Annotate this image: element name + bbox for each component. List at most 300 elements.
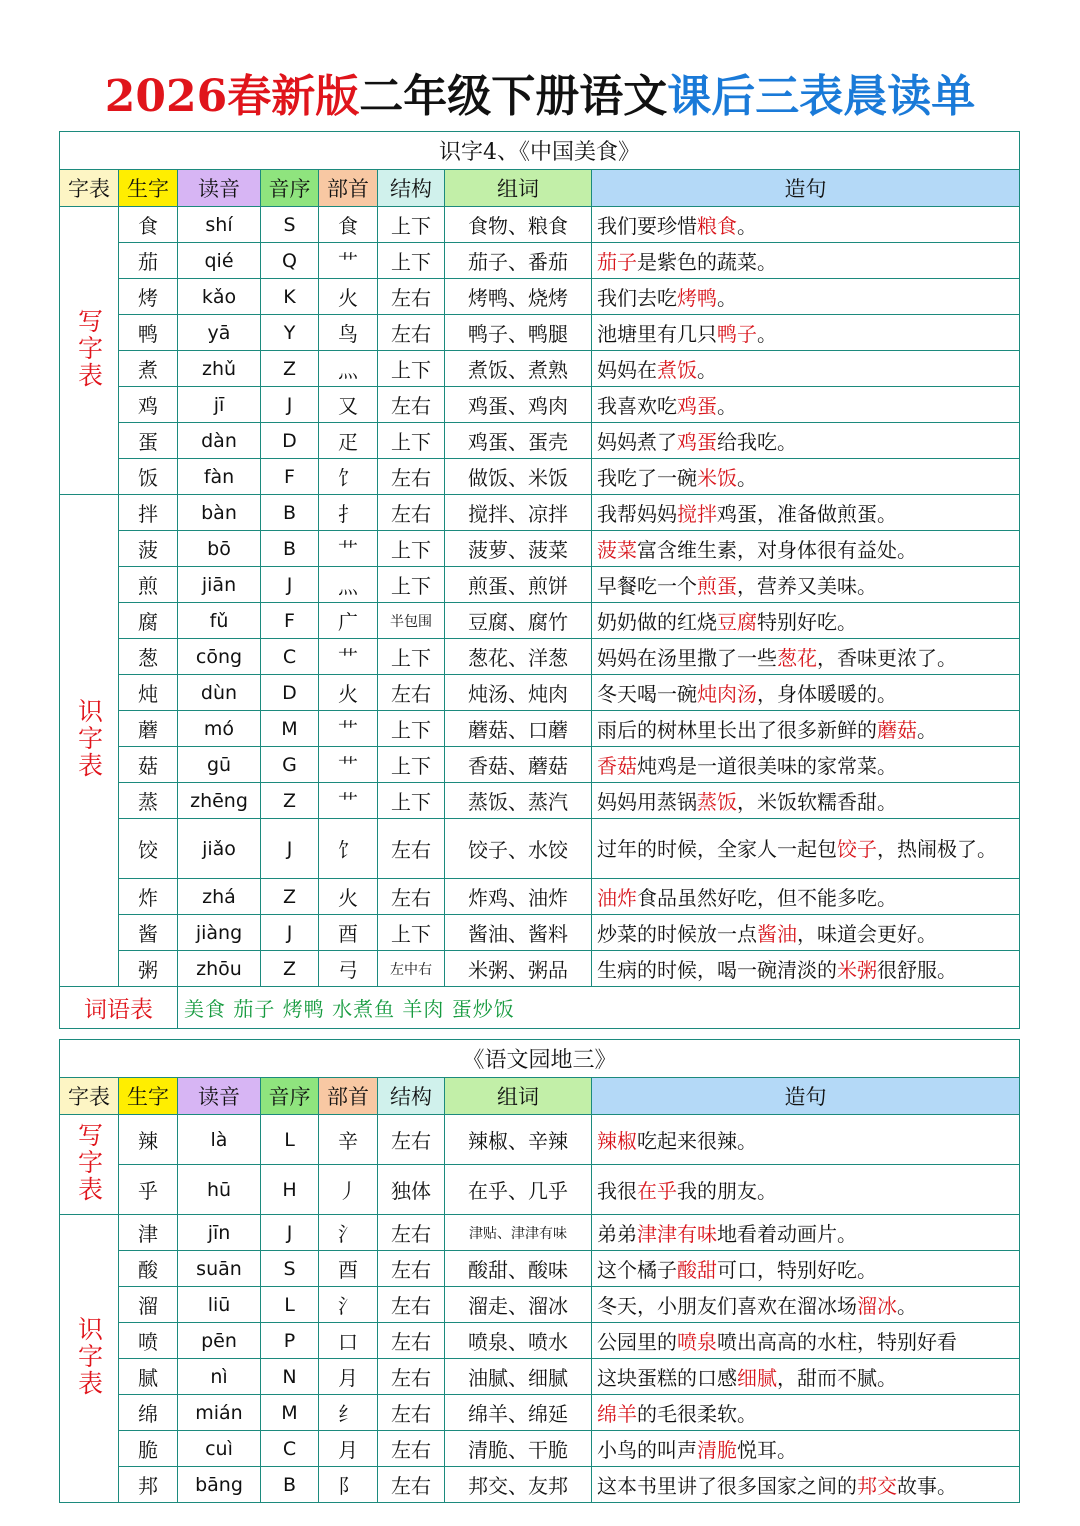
table-row — [60, 459, 1020, 495]
sentence-text: 妈妈在 — [597, 358, 657, 382]
words-cell: 豆腐、腐竹 — [445, 603, 592, 639]
sentence-text: 这块蛋糕的口感 — [597, 1366, 737, 1390]
pinyin-cell: jiàng — [178, 915, 261, 951]
structure-cell: 上下 — [378, 531, 445, 567]
radical-cell: 食 — [319, 207, 378, 243]
pinyin-cell: zhá — [178, 879, 261, 915]
structure-cell: 独体 — [378, 1165, 445, 1215]
sentence-highlight: 香菇 — [597, 754, 637, 778]
char-cell: 拌 — [119, 495, 178, 531]
header-row — [60, 1078, 1020, 1115]
sentence-cell — [592, 387, 1020, 423]
sentence-highlight: 米饭 — [697, 466, 737, 490]
radical-cell: 纟 — [319, 1395, 378, 1431]
sentence-cell — [592, 279, 1020, 315]
radical-cell: 艹 — [319, 639, 378, 675]
pinyin-cell: dùn — [178, 675, 261, 711]
sentence-text: 的毛很柔软。 — [637, 1402, 757, 1426]
pinyin-cell: shí — [178, 207, 261, 243]
table-row — [60, 1431, 1020, 1467]
char-cell: 炖 — [119, 675, 178, 711]
table-caption: 《语文园地三》 — [60, 1040, 1020, 1078]
radical-cell: 阝 — [319, 1467, 378, 1503]
sentence-highlight: 津津有味 — [637, 1222, 717, 1246]
sentence-cell — [592, 819, 1020, 879]
letter-cell: Z — [261, 783, 319, 819]
sentence-text: 喷出高高的水柱，特别好看 — [717, 1330, 957, 1354]
structure-cell: 左右 — [378, 1287, 445, 1323]
structure-cell: 上下 — [378, 783, 445, 819]
char-cell: 煮 — [119, 351, 178, 387]
pinyin-cell: pēn — [178, 1323, 261, 1359]
sentence-text: 妈妈煮了 — [597, 430, 677, 454]
sentence-text: 小鸟的叫声 — [597, 1438, 697, 1462]
sentence-text: 这本书里讲了很多国家之间的 — [597, 1474, 857, 1498]
structure-cell: 左右 — [378, 879, 445, 915]
table-caption-row — [60, 1040, 1020, 1078]
char-cell: 脆 — [119, 1431, 178, 1467]
recognize-group-body — [60, 495, 1020, 987]
radical-cell: 饣 — [319, 819, 378, 879]
char-cell: 溜 — [119, 1287, 178, 1323]
sentence-text: 。 — [737, 466, 757, 490]
table-row — [60, 1323, 1020, 1359]
pinyin-cell: kǎo — [178, 279, 261, 315]
words-cell: 米粥、粥品 — [445, 951, 592, 987]
title-part-red: 2026春新版 — [104, 71, 360, 122]
sentence-highlight: 蘑菇 — [877, 718, 917, 742]
words-cell: 菠萝、菠菜 — [445, 531, 592, 567]
letter-cell: Y — [261, 315, 319, 351]
write-group-body — [60, 207, 1020, 495]
table-caption-row — [60, 132, 1020, 170]
sentence-cell — [592, 675, 1020, 711]
sentence-text: 我的朋友。 — [677, 1179, 777, 1203]
letter-cell: P — [261, 1323, 319, 1359]
radical-cell: 口 — [319, 1323, 378, 1359]
header-bushou: 部首 — [319, 170, 378, 207]
words-cell: 溜走、溜冰 — [445, 1287, 592, 1323]
sentence-highlight: 酱油 — [757, 922, 797, 946]
sentence-highlight: 在乎 — [637, 1179, 677, 1203]
pinyin-cell: suān — [178, 1251, 261, 1287]
radical-cell: 酉 — [319, 915, 378, 951]
table-row — [60, 675, 1020, 711]
structure-cell: 左右 — [378, 495, 445, 531]
sentence-text: 我帮妈妈 — [597, 502, 677, 526]
sentence-text: 冬天，小朋友们喜欢在溜冰场 — [597, 1294, 857, 1318]
sentence-text: 早餐吃一个 — [597, 574, 697, 598]
pinyin-cell: zhōu — [178, 951, 261, 987]
sentence-text: 。 — [757, 322, 777, 346]
sentence-text: 妈妈在汤里撒了一些 — [597, 646, 777, 670]
words-cell: 煎蛋、煎饼 — [445, 567, 592, 603]
radical-cell: 月 — [319, 1431, 378, 1467]
char-cell: 喷 — [119, 1323, 178, 1359]
sentence-text: 我们去吃 — [597, 286, 677, 310]
char-cell: 辣 — [119, 1115, 178, 1165]
sentence-cell — [592, 783, 1020, 819]
sentence-highlight: 辣椒 — [597, 1129, 637, 1153]
words-cell: 津贴、津津有味 — [445, 1215, 592, 1251]
letter-cell: Z — [261, 351, 319, 387]
pinyin-cell: bàn — [178, 495, 261, 531]
sentence-cell — [592, 351, 1020, 387]
structure-cell: 左右 — [378, 1115, 445, 1165]
structure-cell: 左右 — [378, 1359, 445, 1395]
structure-cell: 上下 — [378, 567, 445, 603]
radical-cell: 艹 — [319, 711, 378, 747]
table-row — [60, 603, 1020, 639]
letter-cell: L — [261, 1287, 319, 1323]
sentence-text: 我吃了一碗 — [597, 466, 697, 490]
structure-cell: 上下 — [378, 747, 445, 783]
letter-cell: B — [261, 1467, 319, 1503]
radical-cell: 辛 — [319, 1115, 378, 1165]
sentence-text: 炖鸡是一道很美味的家常菜。 — [637, 754, 897, 778]
sentence-text: 富含维生素，对身体很有益处。 — [637, 538, 917, 562]
sentence-highlight: 饺子 — [837, 836, 877, 861]
letter-cell: D — [261, 675, 319, 711]
sentence-cell — [592, 951, 1020, 987]
table-caption: 识字4、《中国美食》 — [60, 132, 1020, 170]
sentence-text: 食品虽然好吃，但不能多吃。 — [637, 886, 897, 910]
sentence-cell — [592, 1467, 1020, 1503]
words-cell: 饺子、水饺 — [445, 819, 592, 879]
structure-cell: 左右 — [378, 1215, 445, 1251]
sentence-highlight: 粮食 — [697, 214, 737, 238]
sentence-text: ，身体暖暖的。 — [757, 682, 897, 706]
table-row — [60, 567, 1020, 603]
radical-cell: 艹 — [319, 243, 378, 279]
words-cell: 清脆、干脆 — [445, 1431, 592, 1467]
sentence-text: 我很 — [597, 1179, 637, 1203]
sentence-cell — [592, 207, 1020, 243]
table-row — [60, 639, 1020, 675]
letter-cell: S — [261, 207, 319, 243]
pinyin-cell: là — [178, 1115, 261, 1165]
group-label: 写字表 — [74, 307, 104, 389]
group-label-cell — [60, 1115, 119, 1215]
header-jiegou: 结构 — [378, 170, 445, 207]
sentence-text: ，味道会更好。 — [797, 922, 937, 946]
header-zaoju: 造句 — [592, 1078, 1020, 1115]
letter-cell: M — [261, 1395, 319, 1431]
radical-cell: 火 — [319, 279, 378, 315]
table-row — [60, 783, 1020, 819]
radical-cell: 广 — [319, 603, 378, 639]
words-cell: 蒸饭、蒸汽 — [445, 783, 592, 819]
char-cell: 饭 — [119, 459, 178, 495]
sentence-text: 很舒服。 — [877, 958, 957, 982]
pinyin-cell: dàn — [178, 423, 261, 459]
group-label: 识字表 — [74, 1315, 104, 1397]
sentence-text: 鸡蛋，准备做煎蛋。 — [717, 502, 897, 526]
sentence-highlight: 邦交 — [857, 1474, 897, 1498]
sentence-text: 弟弟 — [597, 1222, 637, 1246]
header-zuci: 组词 — [445, 170, 592, 207]
title-part-black: 二年级下册语文 — [359, 71, 668, 122]
structure-cell: 左右 — [378, 459, 445, 495]
sentence-highlight: 搅拌 — [677, 502, 717, 526]
sentence-text: 我们要珍惜 — [597, 214, 697, 238]
sentence-highlight: 油炸 — [597, 886, 637, 910]
char-cell: 酱 — [119, 915, 178, 951]
words-cell: 油腻、细腻 — [445, 1359, 592, 1395]
structure-cell: 左右 — [378, 279, 445, 315]
table-row — [60, 1467, 1020, 1503]
header-bushou: 部首 — [319, 1078, 378, 1115]
words-cell: 葱花、洋葱 — [445, 639, 592, 675]
structure-cell: 上下 — [378, 915, 445, 951]
structure-cell: 上下 — [378, 423, 445, 459]
words-cell: 喷泉、喷水 — [445, 1323, 592, 1359]
sentence-text: ，营养又美味。 — [737, 574, 877, 598]
radical-cell: 火 — [319, 675, 378, 711]
letter-cell: Q — [261, 243, 319, 279]
char-cell: 食 — [119, 207, 178, 243]
sentence-cell — [592, 495, 1020, 531]
radical-cell: 扌 — [319, 495, 378, 531]
table-row — [60, 1395, 1020, 1431]
table-row — [60, 1165, 1020, 1215]
char-cell: 蒸 — [119, 783, 178, 819]
pinyin-cell: yā — [178, 315, 261, 351]
pinyin-cell: jī — [178, 387, 261, 423]
sentence-highlight: 鸭子 — [717, 322, 757, 346]
pinyin-cell: zhēng — [178, 783, 261, 819]
sentence-cell — [592, 747, 1020, 783]
words-cell: 酸甜、酸味 — [445, 1251, 592, 1287]
radical-cell: 月 — [319, 1359, 378, 1395]
structure-cell: 上下 — [378, 207, 445, 243]
table-row — [60, 531, 1020, 567]
words-cell: 烤鸭、烧烤 — [445, 279, 592, 315]
words-cell: 鸡蛋、鸡肉 — [445, 387, 592, 423]
group-label-cell — [60, 1215, 119, 1503]
table-row — [60, 711, 1020, 747]
sentence-cell — [592, 315, 1020, 351]
pinyin-cell: hū — [178, 1165, 261, 1215]
letter-cell: K — [261, 279, 319, 315]
words-cell: 炖汤、炖肉 — [445, 675, 592, 711]
radical-cell: 丿 — [319, 1165, 378, 1215]
group-label: 写字表 — [74, 1121, 104, 1203]
words-cell: 邦交、友邦 — [445, 1467, 592, 1503]
table-row — [60, 279, 1020, 315]
table-row — [60, 1251, 1020, 1287]
vocab-row — [60, 987, 1020, 1029]
letter-cell: L — [261, 1115, 319, 1165]
pinyin-cell: qié — [178, 243, 261, 279]
words-cell: 做饭、米饭 — [445, 459, 592, 495]
sentence-cell — [592, 567, 1020, 603]
table-row — [60, 747, 1020, 783]
table-row — [60, 1115, 1020, 1165]
table-chinese-food — [59, 131, 1020, 1029]
pinyin-cell: mó — [178, 711, 261, 747]
sentence-cell — [592, 1287, 1020, 1323]
sentence-cell — [592, 1165, 1020, 1215]
sentence-highlight: 溜冰 — [857, 1294, 897, 1318]
structure-cell: 左右 — [378, 315, 445, 351]
sentence-cell — [592, 603, 1020, 639]
words-cell: 鸡蛋、蛋壳 — [445, 423, 592, 459]
char-cell: 菇 — [119, 747, 178, 783]
sentence-text: 。 — [697, 358, 717, 382]
sentence-highlight: 葱花 — [777, 646, 817, 670]
header-zuci: 组词 — [445, 1078, 592, 1115]
sentence-text: 炒菜的时候放一点 — [597, 922, 757, 946]
sentence-cell — [592, 1395, 1020, 1431]
words-cell: 蘑菇、口蘑 — [445, 711, 592, 747]
header-zibiao: 字表 — [60, 1078, 119, 1115]
letter-cell: J — [261, 915, 319, 951]
char-cell: 鸭 — [119, 315, 178, 351]
sentence-highlight: 酸甜 — [677, 1258, 717, 1282]
header-jiegou: 结构 — [378, 1078, 445, 1115]
group-label-cell — [60, 207, 119, 495]
sentence-text: 。 — [737, 214, 757, 238]
char-cell: 炸 — [119, 879, 178, 915]
letter-cell: G — [261, 747, 319, 783]
letter-cell: N — [261, 1359, 319, 1395]
words-cell: 煮饭、煮熟 — [445, 351, 592, 387]
sentence-cell — [592, 423, 1020, 459]
sentence-text: ，甜而不腻。 — [777, 1366, 897, 1390]
sentence-highlight: 菠菜 — [597, 538, 637, 562]
header-duyin: 读音 — [178, 170, 261, 207]
sentence-highlight: 清脆 — [697, 1438, 737, 1462]
structure-cell: 左右 — [378, 819, 445, 879]
pinyin-cell: nì — [178, 1359, 261, 1395]
table-row — [60, 207, 1020, 243]
pinyin-cell: mián — [178, 1395, 261, 1431]
sentence-text: 悦耳。 — [737, 1438, 797, 1462]
sentence-cell — [592, 1359, 1020, 1395]
sentence-cell — [592, 1251, 1020, 1287]
structure-cell: 左右 — [378, 1251, 445, 1287]
letter-cell: C — [261, 639, 319, 675]
structure-cell: 上下 — [378, 711, 445, 747]
table-row — [60, 351, 1020, 387]
words-cell: 酱油、酱料 — [445, 915, 592, 951]
char-cell: 饺 — [119, 819, 178, 879]
letter-cell: B — [261, 531, 319, 567]
title-part-blue: 课后三表晨读单 — [667, 71, 976, 122]
structure-cell: 左右 — [378, 675, 445, 711]
radical-cell: 弓 — [319, 951, 378, 987]
char-cell: 腻 — [119, 1359, 178, 1395]
structure-cell: 左右 — [378, 1431, 445, 1467]
char-cell: 酸 — [119, 1251, 178, 1287]
char-cell: 乎 — [119, 1165, 178, 1215]
char-cell: 烤 — [119, 279, 178, 315]
table-row — [60, 495, 1020, 531]
sentence-text: 特别好吃。 — [757, 610, 857, 634]
header-shengzi: 生字 — [119, 1078, 178, 1115]
header-zibiao: 字表 — [60, 170, 119, 207]
pinyin-cell: fǔ — [178, 603, 261, 639]
group-label-cell — [60, 495, 119, 987]
radical-cell: 火 — [319, 879, 378, 915]
words-cell: 在乎、几乎 — [445, 1165, 592, 1215]
table-row — [60, 879, 1020, 915]
header-zaoju: 造句 — [592, 170, 1020, 207]
letter-cell: J — [261, 387, 319, 423]
words-cell: 搅拌、凉拌 — [445, 495, 592, 531]
sentence-text: 池塘里有几只 — [597, 322, 717, 346]
table-row — [60, 1287, 1020, 1323]
words-cell: 香菇、蘑菇 — [445, 747, 592, 783]
radical-cell: 艹 — [319, 747, 378, 783]
sentence-cell — [592, 243, 1020, 279]
pinyin-cell: jīn — [178, 1215, 261, 1251]
structure-cell: 上下 — [378, 351, 445, 387]
words-cell: 炸鸡、油炸 — [445, 879, 592, 915]
sentence-highlight: 蒸饭 — [697, 790, 737, 814]
sentence-text: 冬天喝一碗 — [597, 682, 697, 706]
char-cell: 菠 — [119, 531, 178, 567]
structure-cell: 左右 — [378, 1467, 445, 1503]
sentence-cell — [592, 459, 1020, 495]
sentence-highlight: 煎蛋 — [697, 574, 737, 598]
letter-cell: J — [261, 819, 319, 879]
char-cell: 蘑 — [119, 711, 178, 747]
vocab-label: 词语表 — [60, 987, 178, 1029]
radical-cell: 艹 — [319, 783, 378, 819]
sentence-text: 。 — [717, 286, 737, 310]
sentence-text: 。 — [917, 718, 937, 742]
radical-cell: 疋 — [319, 423, 378, 459]
pinyin-cell: jiān — [178, 567, 261, 603]
header-yinxu: 音序 — [261, 1078, 319, 1115]
radical-cell: 灬 — [319, 351, 378, 387]
char-cell: 津 — [119, 1215, 178, 1251]
letter-cell: Z — [261, 951, 319, 987]
letter-cell: J — [261, 1215, 319, 1251]
sentence-text: 这个橘子 — [597, 1258, 677, 1282]
structure-cell: 左中右 — [378, 951, 445, 987]
table-row — [60, 1359, 1020, 1395]
sentence-text: ，米饭软糯香甜。 — [737, 790, 897, 814]
table-row — [60, 819, 1020, 879]
sentence-cell — [592, 639, 1020, 675]
sentence-highlight: 细腻 — [737, 1366, 777, 1390]
pinyin-cell: cōng — [178, 639, 261, 675]
sentence-highlight: 煮饭 — [657, 358, 697, 382]
radical-cell: 饣 — [319, 459, 378, 495]
char-cell: 腐 — [119, 603, 178, 639]
structure-cell: 左右 — [378, 387, 445, 423]
sentence-highlight: 茄子 — [597, 250, 637, 274]
table-row — [60, 243, 1020, 279]
letter-cell: M — [261, 711, 319, 747]
radical-cell: 鸟 — [319, 315, 378, 351]
sentence-text: 故事。 — [897, 1474, 957, 1498]
words-cell: 辣椒、辛辣 — [445, 1115, 592, 1165]
letter-cell: S — [261, 1251, 319, 1287]
char-cell: 鸡 — [119, 387, 178, 423]
table-row — [60, 915, 1020, 951]
letter-cell: B — [261, 495, 319, 531]
sentence-highlight: 鸡蛋 — [677, 394, 717, 418]
sentence-text: 生病的时候，喝一碗清淡的 — [597, 958, 837, 982]
vocab-list: 美食 茄子 烤鸭 水煮鱼 羊肉 蛋炒饭 — [178, 987, 1020, 1029]
table-row — [60, 315, 1020, 351]
words-cell: 鸭子、鸭腿 — [445, 315, 592, 351]
sentence-highlight: 鸡蛋 — [677, 430, 717, 454]
